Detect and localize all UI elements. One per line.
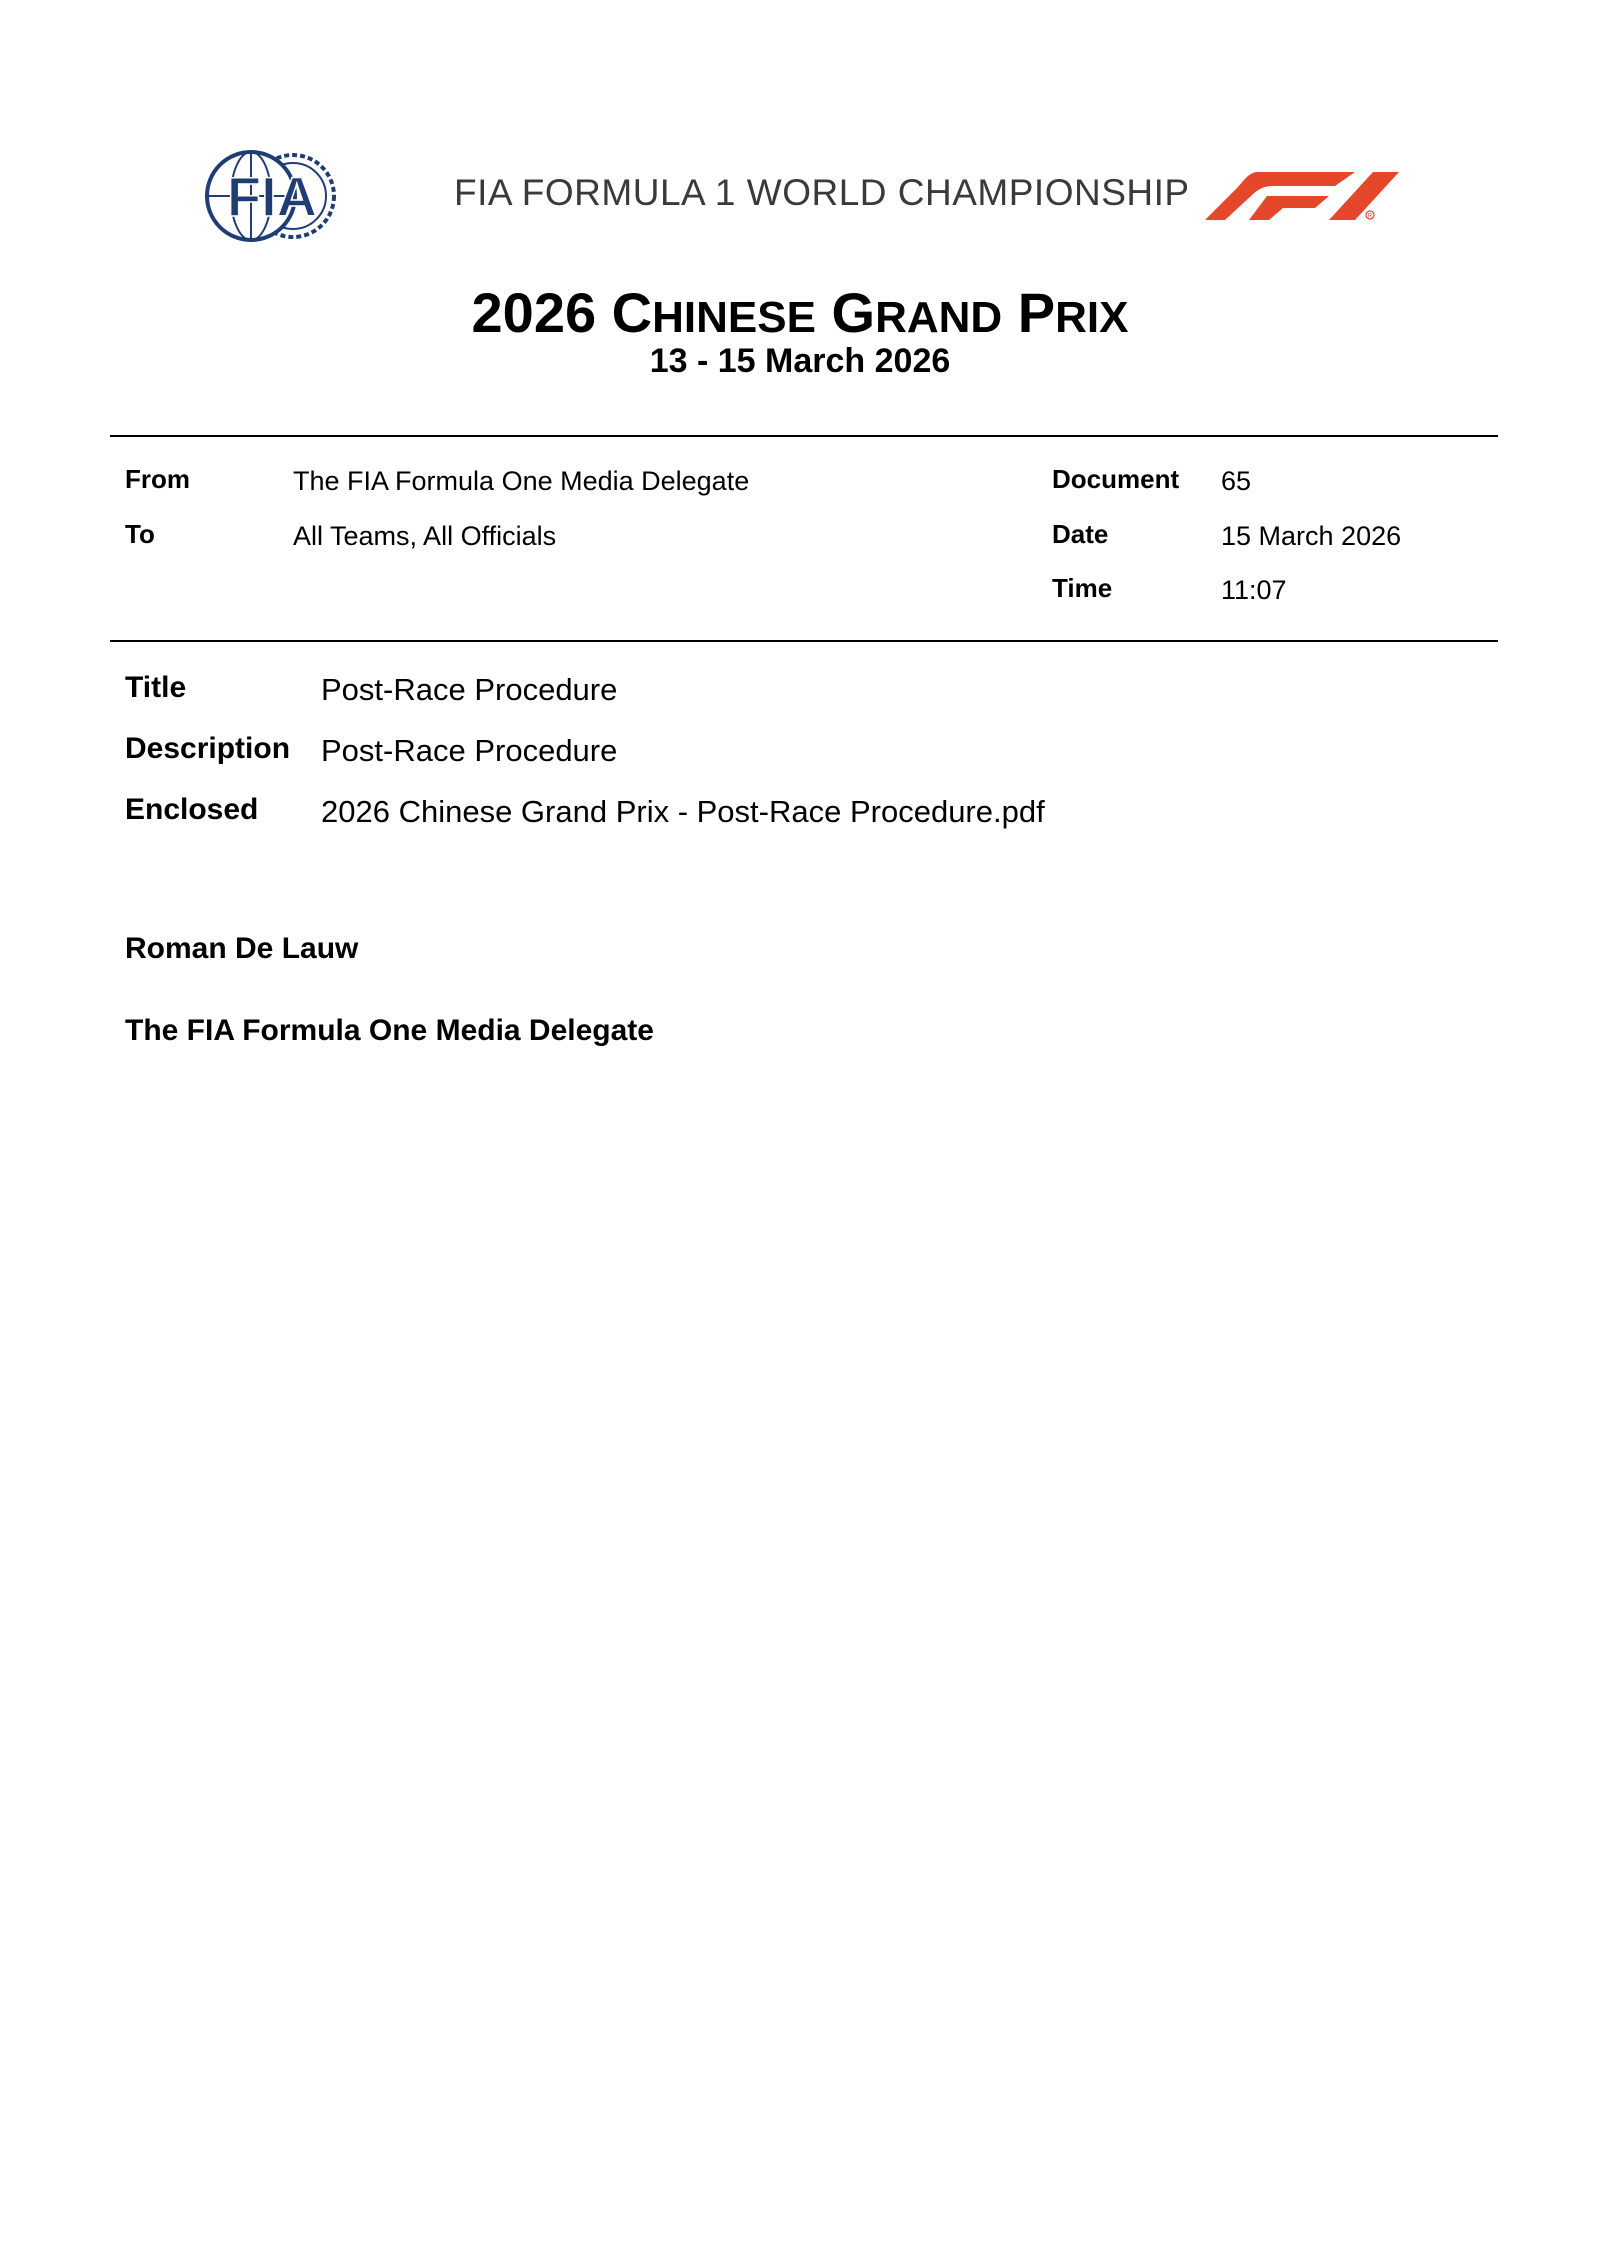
to-label: To	[125, 519, 155, 549]
description-label: Description	[125, 732, 291, 765]
date-label: Date	[1052, 519, 1109, 549]
title-label: Title	[125, 671, 187, 704]
fia-logo-text: FIA	[226, 165, 318, 228]
date-value: 15 March 2026	[1221, 521, 1402, 551]
description-value: Post-Race Procedure	[321, 733, 618, 768]
from-value: The FIA Formula One Media Delegate	[293, 466, 750, 496]
document-label: Document	[1052, 464, 1180, 494]
title-value: Post-Race Procedure	[321, 672, 618, 707]
signature-name: Roman De Lauw	[125, 932, 359, 965]
f1-logo-icon	[1205, 168, 1405, 224]
svg-text:R: R	[1367, 213, 1373, 220]
enclosed-label: Enclosed	[125, 793, 259, 826]
top-divider	[110, 435, 1498, 437]
time-value: 11:07	[1221, 575, 1287, 605]
event-dates: 13 - 15 March 2026	[649, 342, 951, 380]
bottom-divider	[110, 640, 1498, 642]
time-label: Time	[1052, 573, 1113, 603]
signature-role: The FIA Formula One Media Delegate	[125, 1014, 654, 1047]
to-value: All Teams, All Officials	[293, 521, 557, 551]
document-value: 65	[1221, 466, 1252, 496]
event-title: 2026 CHINESE GRAND PRIX	[471, 281, 1129, 344]
from-label: From	[125, 464, 190, 494]
fia-logo-icon	[205, 148, 340, 244]
enclosed-attachment-link[interactable]: 2026 Chinese Grand Prix - Post-Race Procedure.pdf	[321, 794, 1045, 829]
championship-heading: FIA FORMULA 1 WORLD CHAMPIONSHIP	[454, 172, 1190, 213]
